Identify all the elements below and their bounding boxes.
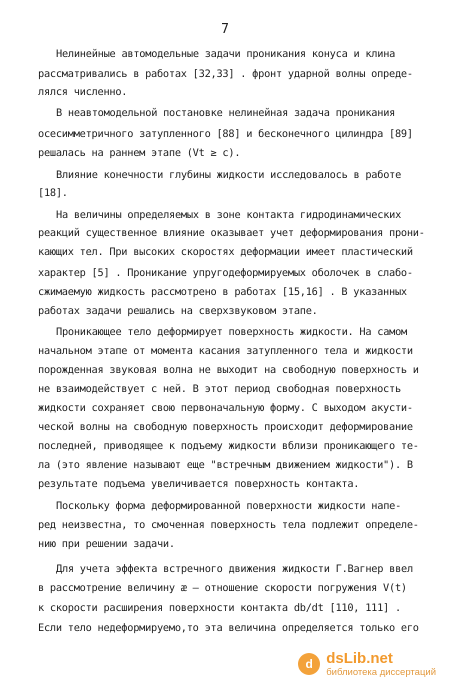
watermark-title: dsLib.net (326, 649, 393, 667)
text-line: лялся численно. (38, 86, 128, 98)
text-line: рассматривались в работах [32,33] . фронт ударной волны опреде- (38, 68, 413, 80)
text-line: жидкости сохраняет свою первоначальную форму. С выходом акусти- (38, 402, 413, 414)
text-line: работах задачи решались на сверхзвуковом этапе. (38, 305, 318, 317)
text-line: решалась на раннем этапе (Vt ≥ c). (38, 147, 241, 159)
watermark (298, 651, 436, 678)
text-line: Нелинейные автомодельные задачи проникания конуса и клина (56, 48, 396, 60)
watermark-text (326, 651, 436, 678)
text-line: [18]. (38, 187, 68, 199)
text-line: в рассмотрение величину æ — отношение скорости погружения V(t) (38, 582, 407, 594)
text-line: Поскольку форма деформированной поверхности жидкости напе- (56, 500, 402, 512)
text-line: результате подъема увеличивается поверхность контакта. (38, 478, 360, 490)
page-number: 7 (221, 22, 229, 37)
text-line: нию при решении задачи. (38, 538, 175, 550)
text-line: На величины определяемых в зоне контакта гидродинамических (56, 209, 402, 221)
text-line: ла (это явление называют еще "встречным движением жидкости"). В (38, 459, 413, 471)
text-line: ред неизвестна, то смоченная поверхность тела подлежит определе- (38, 519, 419, 531)
text-line: последней, приводящее к подъему жидкости вблизи проникающего те- (38, 440, 419, 452)
text-line: Если тело недеформируемо,то эта величина определяется только его (38, 622, 419, 634)
text-line: к скорости расширения поверхности контакта db/dt [110, 111] . (38, 602, 401, 614)
text-line: Для учета эффекта встречного движения жидкости Г.Вагнер ввел (56, 563, 413, 575)
text-line: осесимметричного затупленного [88] и бесконечного цилиндра [89] (38, 128, 413, 140)
text-line: характер [5] . Проникание упругодеформируемых оболочек в слабо- (38, 267, 413, 279)
text-line: В неавтомодельной постановке нелинейная задача проникания (56, 107, 396, 119)
watermark-logo-icon: d (298, 653, 320, 675)
text-line: реакций существенное влияние оказывает учет деформирования прони- (38, 227, 425, 239)
text-line: начальном этапе от момента касания затупленного тела и жидкости (38, 345, 413, 357)
text-line: кающих тел. При высоких скоростях деформации имеет пластический (38, 246, 413, 258)
text-line: ческой волны на свободную поверхность происходит деформирование (38, 421, 413, 433)
text-line: Влияние конечности глубины жидкости исследовалось в работе (56, 169, 402, 181)
text-line: сжимаемую жидкость рассмотрено в работах [15,16] . В указанных (38, 286, 407, 298)
text-line: не взаимодействует с ней. В этот период свободная поверхность (38, 383, 401, 395)
watermark-subtitle: библиотека диссертаций (326, 666, 436, 678)
text-line: порожденная звуковая волна не выходит на свободную поверхность и (38, 364, 419, 376)
text-line: Проникающее тело деформирует поверхность жидкости. На самом (56, 326, 408, 338)
